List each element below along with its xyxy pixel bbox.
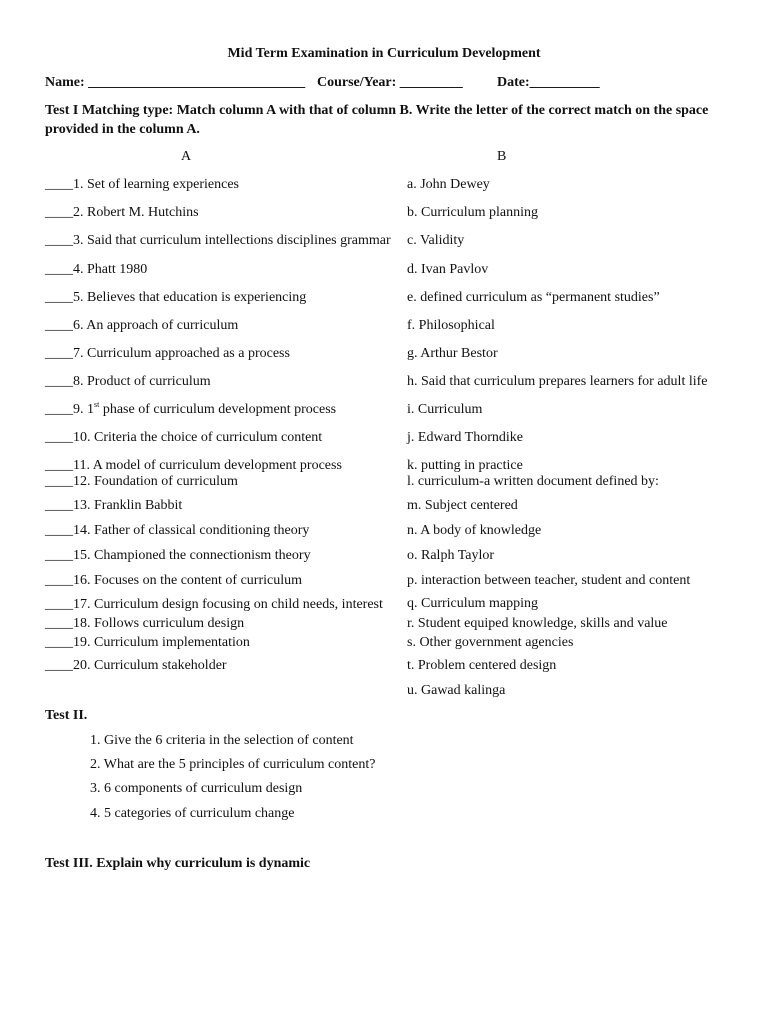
column-a-item: ____11. A model of curriculum development process [45,458,342,473]
test1-instructions-line2: provided in the column A. [45,122,200,137]
column-b-item: q. Curriculum mapping [407,596,539,611]
exam-title: Mid Term Examination in Curriculum Development [227,46,541,61]
column-a-item: ____3. Said that curriculum intellections disciplines grammar [45,233,391,248]
column-b-item: c. Validity [407,233,465,248]
column-a-item: ____18. Follows curriculum design [45,616,245,631]
column-b-item: t. Problem centered design [407,658,557,673]
column-b-item: p. interaction between teacher, student and content [407,573,691,588]
column-a-item: ____6. An approach of curriculum [45,318,239,333]
column-b-item: e. defined curriculum as “permanent studies” [407,290,660,305]
column-b-item: h. Said that curriculum prepares learners for adult life [407,374,708,389]
column-b-item: f. Philosophical [407,318,495,333]
column-b-item: k. putting in practice [407,458,523,473]
column-a-item: ____20. Curriculum stakeholder [45,658,227,673]
column-a-header: A [181,149,192,164]
column-b-item: s. Other government agencies [407,635,574,650]
column-a-item: ____15. Championed the connectionism theory [45,548,311,563]
column-b-item: m. Subject centered [407,498,518,513]
column-a-item: ____17. Curriculum design focusing on child needs, interest [45,597,383,612]
test2-question: 3. 6 components of curriculum design [90,781,303,796]
test2-question: 2. What are the 5 principles of curriculum content? [90,757,376,772]
column-a-item: ____7. Curriculum approached as a process [45,346,290,361]
item9-superscript: st [94,400,100,409]
column-b-item: n. A body of knowledge [407,523,542,538]
column-a-item: ____2. Robert M. Hutchins [45,205,199,220]
column-b-item: r. Student equiped knowledge, skills and value [407,616,668,631]
column-a-item: ____16. Focuses on the content of curriculum [45,573,303,588]
column-b-header: B [497,149,507,164]
column-b-item: b. Curriculum planning [407,205,539,220]
column-a-item: ____12. Foundation of curriculum [45,474,238,489]
column-b-item: u. Gawad kalinga [407,683,506,698]
column-a-item: ____14. Father of classical conditioning theory [45,523,310,538]
test2-question: 1. Give the 6 criteria in the selection of content [90,733,354,748]
test2-question: 4. 5 categories of curriculum change [90,806,295,821]
column-b-item: l. curriculum-a written document defined by: [407,474,659,489]
test3-heading: Test III. Explain why curriculum is dynamic [45,856,311,871]
course-year-field-label: Course/Year: _________ [317,75,463,90]
column-a-item: ____10. Criteria the choice of curriculum content [45,430,323,445]
column-b-item: a. John Dewey [407,177,490,192]
item9-prefix: ____9. 1 [45,402,94,417]
column-b-item: j. Edward Thorndike [407,430,523,445]
date-field-label: Date:__________ [497,75,600,90]
column-a-item: ____19. Curriculum implementation [45,635,250,650]
test2-heading: Test II. [45,708,88,723]
column-a-item: ____4. Phatt 1980 [45,262,148,277]
column-b-item: o. Ralph Taylor [407,548,495,563]
column-a-item: ____1. Set of learning experiences [45,177,239,192]
name-field-label: Name: _______________________________ [45,75,306,90]
test1-instructions-line1: Test I Matching type: Match column A with that of column B. Write the letter of the correct match on the space [45,103,709,118]
item9-text: phase of curriculum development process [99,402,337,417]
column-b-item: i. Curriculum [407,402,483,417]
column-b-item: d. Ivan Pavlov [407,262,489,277]
column-a-item: ____5. Believes that education is experiencing [45,290,307,305]
column-a-item: ____13. Franklin Babbit [45,498,183,513]
column-a-item-9 [45,402,336,419]
column-b-item: g. Arthur Bestor [407,346,498,361]
column-a-item: ____8. Product of curriculum [45,374,211,389]
